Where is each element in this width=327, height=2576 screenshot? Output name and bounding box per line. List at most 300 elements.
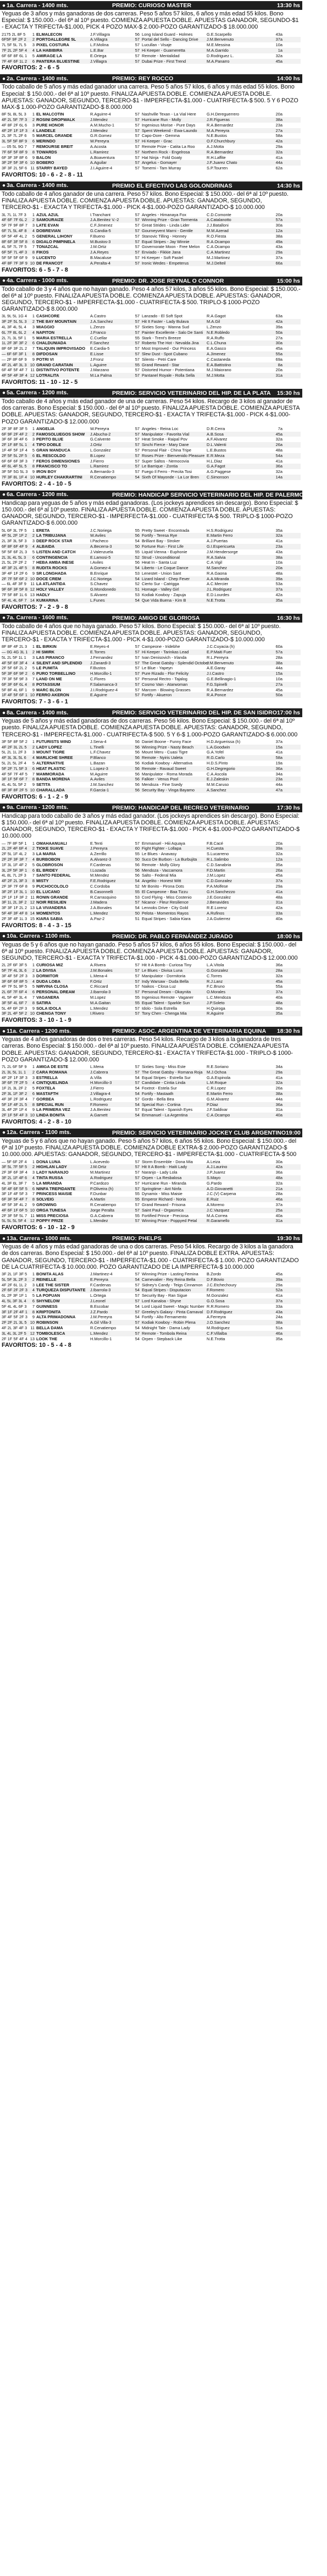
runner-number: 10 xyxy=(30,692,35,698)
trainer-name: J.E.Gonzalez xyxy=(207,894,231,900)
trainer-name: M.Sanchez xyxy=(207,565,227,571)
runner-row xyxy=(2,426,301,432)
runner-form: 5F 4L 4L 6F 7 xyxy=(2,597,27,603)
odds: 35a xyxy=(275,597,282,603)
race-number: 7a. Carrera xyxy=(7,614,37,621)
weight: 52 xyxy=(135,554,140,560)
horse-name: KUMARINA xyxy=(36,597,59,603)
race-conditions: Yeguas de 4 años ganadoras de dos o tres carreras. Peso 54 kilos. Recargo de 3 kilos a la ganadora de tres carreras. Bono Especial: $ 150.000.- del 6ª al 10º puesto. FINALIZA APUESTA DOBLE. COMIENZA APUESTA DOBLE. APUESTAS: GANADOR, SEGUNDO, TERCERO-$1 - EXACTA Y TRIFECTA-$1.000 - TRIPLO-$ 1000-POZO GARANTIZADO-$ 12.000.000 xyxy=(2,1036,293,1063)
horse-name: TIOKE SUAVE xyxy=(36,846,64,851)
horse-name: MARCEL GRANDE xyxy=(36,133,73,139)
runner-row xyxy=(2,1325,301,1331)
pedigree: Capo-Dore - Gemma xyxy=(142,133,180,139)
odds: 37a xyxy=(275,739,282,744)
weight: 57 xyxy=(135,1080,140,1086)
jockey-name: P.Cardozo xyxy=(90,1180,109,1186)
runner-row xyxy=(2,459,301,464)
bullet-icon: ● xyxy=(2,1028,6,1034)
runner-form: 4F 5L 2F 1F 2 xyxy=(2,533,27,538)
odds: 32a xyxy=(275,1180,282,1186)
runner-number: 3 xyxy=(32,851,35,857)
trainer-name: A.J.Puertas xyxy=(207,538,228,544)
weight: 57 xyxy=(135,324,140,329)
trainer-name: C.A.Ocampo xyxy=(207,1113,230,1118)
trainer-name: N.E.Trotta xyxy=(207,597,225,603)
jockey-name: R.Cenatiempo xyxy=(90,474,117,480)
jockey-name: L.Ortega xyxy=(90,1293,106,1298)
horse-name: RUDITA ROCKS xyxy=(36,565,67,571)
runner-form: 9F 6F 3F 5F 8 xyxy=(2,587,27,592)
trainer-name: S.Mayo xyxy=(207,1175,221,1180)
runner-number: 1 xyxy=(32,1271,35,1276)
weight: 57 xyxy=(135,155,140,160)
pedigree: Hit It Faster - Lady Bulava xyxy=(142,319,189,324)
race-distance: 1400 mts. xyxy=(42,75,69,82)
runner-number: 7 xyxy=(32,144,35,149)
weight: 57 xyxy=(135,48,140,53)
runner-number: 8 xyxy=(32,1000,35,1005)
odds: 32a xyxy=(275,1080,282,1086)
trainer-name: P.A.Molfese xyxy=(207,884,228,889)
odds: 43a xyxy=(275,549,282,554)
pedigree: Dubai Prize - First Trend xyxy=(142,58,186,64)
runner-number: 1 xyxy=(32,962,35,968)
weight: 57 xyxy=(135,217,140,223)
runner-row xyxy=(2,873,301,878)
odds: 37a xyxy=(275,1202,282,1207)
runner-number: 3 xyxy=(32,538,35,544)
pedigree: Equal Stripes - Sabia Kiara xyxy=(142,916,191,921)
horse-name: POTRI VI xyxy=(36,356,54,362)
horse-name: MASTAFTH xyxy=(36,1091,59,1096)
odds: 69a xyxy=(275,356,282,362)
runner-number: 1 xyxy=(32,840,35,846)
horse-name: PORTOALLEGRE 5L xyxy=(36,37,76,42)
jockey-name: J.Fierro xyxy=(90,1086,104,1091)
pedigree: Painter Excellente - Salo De Santi xyxy=(142,329,203,335)
trainer-name: J.I.Castro xyxy=(207,671,224,676)
runner-row xyxy=(2,878,301,884)
runner-number: 5 xyxy=(32,233,35,239)
trainer-name: G.O.Sosa xyxy=(207,1298,225,1303)
horse-name: REINELLE xyxy=(36,1276,57,1282)
runner-form: 4L 5L 3F 3L 4 xyxy=(2,1298,26,1303)
pedigree: Dynamix - Miss Maisie xyxy=(142,1191,182,1197)
jockey-name: A.Castro xyxy=(90,313,106,319)
pedigree: Lenestet - Union Sant xyxy=(142,570,181,576)
runner-form: 2F 2F 2L 3L 5 xyxy=(2,1320,27,1325)
pedigree: Pelota - Momentos Rayos xyxy=(142,911,189,916)
pedigree: Hi Keeper - Guarneretta xyxy=(142,48,185,53)
jockey-name: F.E.Rodriguez xyxy=(90,878,116,884)
horse-name: DORMITOR xyxy=(36,973,59,978)
weight: 57 xyxy=(135,133,140,139)
runner-row xyxy=(2,676,301,682)
horse-name: MIAGGIO xyxy=(36,324,54,329)
runner-form: 3L 4F 2F 1F 4 xyxy=(2,1107,27,1113)
trainer-name: G.A.Espinola xyxy=(207,1075,231,1080)
horse-name: DISTINTIVO POTENTE xyxy=(36,367,80,373)
trainer-name: G.M.Alvarez xyxy=(207,1096,229,1102)
race-number: 9a. Carrera xyxy=(7,804,37,811)
horse-name: GORBEA xyxy=(36,1096,54,1102)
race-section xyxy=(0,74,302,180)
runner-number: 2 xyxy=(32,744,35,750)
horse-name: OMAHAANUALI xyxy=(36,840,67,846)
trainer-name: R.L.Pereyra xyxy=(207,654,229,660)
jockey-name: J.A.Reyes xyxy=(90,250,109,255)
horse-name: LA MIRANDA xyxy=(36,1180,62,1186)
runner-form: 2F 1F 5F 4F 3 xyxy=(2,1113,27,1118)
runner-list xyxy=(0,528,302,603)
odds: 36a xyxy=(275,1102,282,1107)
runner-form: 3F 3F 2L 5F 6 xyxy=(2,166,27,171)
runner-row xyxy=(2,362,301,368)
runner-list xyxy=(0,1272,302,1341)
runner-form: 4F 8F 7F 3F 9 xyxy=(2,260,27,266)
runner-number: 7 xyxy=(32,560,35,565)
horse-name: DUDA LOBA xyxy=(36,978,61,984)
odds: 28a xyxy=(275,968,282,973)
bullet-icon: ● xyxy=(2,2,6,9)
jockey-name: G.Calvente xyxy=(90,437,110,442)
trainer-name: M.A.Garrido xyxy=(207,48,229,53)
runner-number: 6 xyxy=(32,1186,35,1191)
runner-row xyxy=(2,1309,301,1315)
horse-name: FOXTELA xyxy=(36,1086,56,1091)
runner-number: 9 xyxy=(32,782,35,788)
runner-number: 10 xyxy=(30,362,35,367)
horse-name: EL MALCOTIN xyxy=(36,112,64,117)
jockey-name: E.Reyes-4 xyxy=(90,644,109,649)
odds: 32a xyxy=(275,53,282,58)
odds: 21a xyxy=(275,1186,282,1191)
pedigree: Ironic Wedes - Empeterus xyxy=(142,260,189,266)
weight: 57 xyxy=(135,1207,140,1213)
favorites: FAVORITOS: 3 - 10 - 1 - 9 xyxy=(2,1017,71,1024)
weight: 57 xyxy=(135,250,140,255)
pedigree: Naikos - Closa Luz xyxy=(142,984,176,989)
runner-number: 5 xyxy=(32,761,35,766)
jockey-name: J.Villagra xyxy=(90,58,107,64)
odds: 34a xyxy=(275,771,282,777)
weight: 56 xyxy=(135,862,140,867)
pedigree: Slew Dust - Spot Cubano xyxy=(142,351,187,356)
pedigree: Foxtrot - Estela Sur xyxy=(142,1086,177,1091)
runner-number: 2 xyxy=(32,1276,35,1282)
weight: 57 xyxy=(135,260,140,266)
pedigree: Marcom - Blowing Grasses xyxy=(142,687,191,692)
trainer-name: A.G.Paggese xyxy=(207,469,231,475)
pedigree: Falkier - Venus Pool xyxy=(142,777,179,782)
odds: 41a xyxy=(275,538,282,544)
weight: 57 xyxy=(135,1005,140,1011)
runner-form: 2L 3F 7L 2F 6 xyxy=(2,133,27,139)
trainer-name: A.Catalanotto xyxy=(207,217,231,223)
weight: 54 xyxy=(135,1102,140,1107)
jockey-name: F.Dunbar xyxy=(90,1191,107,1197)
runner-number: 1 xyxy=(32,31,35,37)
jockey-name: J.C.Noriega xyxy=(90,576,112,581)
runner-row xyxy=(2,346,301,351)
horse-name: HEBA AMBA INESE xyxy=(36,560,74,565)
odds: 19a xyxy=(275,761,282,766)
horse-name: TURQUEZA DISPUTANTE xyxy=(36,1287,86,1293)
runner-row xyxy=(2,475,301,480)
horse-name: DONA LUNA xyxy=(36,1159,61,1164)
runner-number: 14 xyxy=(30,911,35,916)
runner-form: 5L 4F 6F 2F 3 xyxy=(2,1005,27,1011)
jockey-name: J.I.Rodriguez-4 xyxy=(90,687,118,692)
runner-form: 4L 8L 7L 2F 3 xyxy=(2,873,26,878)
pedigree: Hi Keeper - Soft Pastel xyxy=(142,255,184,260)
jockey-name: J.I.Aguirre-4 xyxy=(90,166,113,171)
weight: 57 xyxy=(135,469,140,475)
pedigree: Strud - Unconditional xyxy=(142,554,180,560)
runner-number: 2 xyxy=(32,846,35,851)
jockey-name: J.Fronz xyxy=(90,356,104,362)
runner-form: 7F 4F 6F 1L 2 xyxy=(2,58,27,64)
weight: 55 xyxy=(135,1197,140,1202)
pedigree: Great Strides - Linda Lider xyxy=(142,223,190,228)
pedigree: Remote - Nyiris Ualeta xyxy=(142,755,183,761)
weight: 57 xyxy=(135,351,140,356)
runner-row xyxy=(2,1320,301,1325)
horse-name: MAMMORADA xyxy=(36,771,64,777)
jockey-name: J.Franco xyxy=(90,329,106,335)
race-number-distance: ● 2a. Carrera - 1400 mts. xyxy=(2,75,69,82)
horse-name: TINTA RUSSA xyxy=(36,1175,63,1180)
pedigree: Liquid Vienna - Euphonie xyxy=(142,549,187,554)
runner-row xyxy=(2,448,301,453)
runner-number: 7 xyxy=(32,676,35,682)
race-distance: 1100 mts. xyxy=(45,1129,71,1136)
weight: 56 xyxy=(135,771,140,777)
runner-number: 5 xyxy=(32,984,35,989)
bullet-icon: ● xyxy=(2,278,6,284)
jockey-name: L.Mena xyxy=(90,1064,104,1069)
jockey-name: I.Tranchant xyxy=(90,212,111,217)
odds: 45a xyxy=(275,58,282,64)
weight: 57 xyxy=(135,1218,140,1224)
trainer-name: A.Jimenez xyxy=(207,351,226,356)
race-time: 14:30 hs xyxy=(276,182,300,189)
horse-name: GROWING xyxy=(36,1202,57,1207)
weight: 54 xyxy=(135,905,140,911)
favorites: FAVORITOS: 7 - 2 - 9 - 8 xyxy=(2,603,68,610)
jockey-name: J.M.Bonales xyxy=(90,968,113,973)
favorites: FAVORITOS: 4 - 2 - 8 - 10 xyxy=(2,1118,71,1125)
weight: 57 xyxy=(135,329,140,335)
odds: 29a xyxy=(275,1282,282,1287)
runner-form: 2F 5F 5L 2F 5 xyxy=(2,453,27,458)
runner-number: 4 xyxy=(32,329,35,335)
trainer-name: L.C.Mendoza xyxy=(207,994,231,1000)
pedigree: Fortify - Teresa Rye xyxy=(142,533,178,538)
runner-row xyxy=(2,1181,301,1186)
jockey-name: R.Aguirre-4 xyxy=(90,112,111,117)
trainer-name: D.F.Rodriguez xyxy=(207,1309,232,1314)
pedigree: Indy Warsaw - Duda Bella xyxy=(142,978,189,984)
runner-row xyxy=(2,1202,301,1208)
race-conditions: Todo caballo de 4 años que no haya ganado. Peso 57 kilos. Bono Especial: $ 150.000.- del 6ª al 10º puesto. FINALIZA APUESTA DOBLE. COMIENZA APUESTA DOBLE. APUESTAS: GANADOR, SEGUNDO, TERCERO-$1 - EXACTA Y TRIFECTA-$1.000 - PICK 4-$1.000-POZO GARANTIZADO-$ 10.000.000 xyxy=(2,623,281,643)
jockey-name: B.Escobar xyxy=(90,1303,109,1309)
jockey-name: G.Mondonedo xyxy=(90,587,116,592)
jockey-name: L.F.Molina xyxy=(90,42,109,48)
jockey-name: J.Valenzuela xyxy=(90,549,113,554)
runner-form: 3L 2F 5F 3F 1 xyxy=(2,867,27,873)
weight: 57 xyxy=(135,660,140,665)
jockey-name: L.Lopez-3 xyxy=(90,766,108,771)
race-conditions: Yeguas de 5 y 6 años que no hayan ganado. Peso 5 años 57 kilos, 6 años 55 kilos. Bono Especial: $ 150.000.- del 6ª al 10º puesto. FINALIZA APUESTA DOBLE. COMIENZA DOBLE EXTRA-$ 2.000-POZO GARANTIZADO-$ 10.000.000. APUESTAS: GANADOR, SEGUNDO, TERCERO-$1 - IMPERFECTA-$1.000 - CUATRIFECTA-$ 500 xyxy=(2,1137,297,1158)
trainer-name: A.Moreno xyxy=(207,1202,225,1207)
odds: 29a xyxy=(275,884,282,889)
weight: 55 xyxy=(135,889,140,894)
runner-number: 10 xyxy=(30,260,35,266)
pedigree: Winning Prize - Gran Tormenta xyxy=(142,217,198,223)
trainer-name: M.J.Motta xyxy=(207,373,225,378)
runner-number: 4 xyxy=(32,755,35,761)
runner-form: 7F 2L 2F 5F 4 xyxy=(2,48,27,53)
pedigree: Saint Paul - Orgasmica xyxy=(142,1207,184,1213)
runner-form: 4F 3L 3L 5L 6 xyxy=(2,755,26,761)
runner-form: 8F 8F 4F 2L 3 xyxy=(2,644,27,649)
weight: 57 xyxy=(135,692,140,698)
runner-form: 4F 7F 5L 9F 5 xyxy=(2,984,27,989)
trainer-name: M.J.Delteil xyxy=(207,260,226,266)
trainer-name: C.A.Vigil xyxy=(207,560,223,565)
trainer-name: M.Rodriguez xyxy=(207,1325,230,1330)
weight: 57 xyxy=(135,139,140,144)
horse-name: SILENT AND SPLENDID xyxy=(36,660,82,665)
race-number: 10a. Carrera xyxy=(7,933,40,940)
runner-list xyxy=(0,644,302,698)
runner-form: 6F 3F 6F 6L 4 xyxy=(2,681,27,687)
race-prize: PREMIO: AMIGO DE GLORIOSA xyxy=(112,614,200,621)
trainer-name: J.C.Vazquez xyxy=(207,1207,230,1213)
pedigree: Nicanor - Fleur Resilience xyxy=(142,900,189,905)
jockey-name: A.Rodriguez xyxy=(90,1175,113,1180)
runner-list xyxy=(0,313,302,378)
favorites: FAVORITOS: 7 - 3 - 6 - 1 xyxy=(2,698,68,706)
pedigree: Fortified Prince - Preciosa xyxy=(142,1213,189,1218)
runner-number: 5 xyxy=(32,862,35,867)
pedigree: Northern Rock - Engelrosa xyxy=(142,149,190,155)
horse-name: BURBOBON xyxy=(36,857,60,862)
jockey-name: E.Tenti xyxy=(90,840,103,846)
runner-number: 10 xyxy=(30,1113,35,1118)
race-number-distance: ● 7a. Carrera - 1600 mts. xyxy=(2,614,69,621)
odds: 48a xyxy=(275,570,282,576)
horse-name: FAMOSOLUEGOS SHOW xyxy=(36,431,85,437)
pedigree: Lanzado - El Soft Spot xyxy=(142,313,182,319)
horse-name: NAPITON xyxy=(36,329,55,335)
pedigree: Fight Fighter - Lollapa xyxy=(142,846,181,851)
race-section xyxy=(0,1129,309,1233)
runner-form: 2F 3L 1F 3F 2 xyxy=(2,1091,27,1096)
runner-row xyxy=(2,319,301,324)
odds: 29a xyxy=(275,1069,282,1075)
jockey-name: J.Cabrera xyxy=(90,1069,108,1075)
weight: 54 xyxy=(135,474,140,480)
jockey-name: W.Aviles xyxy=(90,533,106,538)
runner-list xyxy=(0,212,302,266)
horse-name: FRANCISCO TO xyxy=(36,464,68,469)
race-prize: PREMIO: DR. PABLO FERNÁNDEZ JURADO xyxy=(112,933,233,940)
odds: 57a xyxy=(275,649,282,655)
jockey-name: E.Lisse xyxy=(90,351,104,356)
horse-name: GRAND CARATAIN xyxy=(36,362,73,367)
pedigree: Super Saltos - Nemocovia xyxy=(142,458,189,464)
trainer-name: D.L.Valenti xyxy=(207,442,226,448)
runner-number: 6 xyxy=(32,554,35,560)
runner-number: 3 xyxy=(32,42,35,48)
runner-row xyxy=(2,538,301,544)
runner-form: 3F 1L 2L 3F 2 xyxy=(2,900,27,905)
runner-row xyxy=(2,895,301,900)
weight: 54 xyxy=(135,1314,140,1320)
horse-name: PIXEL COSTURA xyxy=(36,42,69,48)
horse-name: ELMALECON xyxy=(36,31,62,37)
odds: 27a xyxy=(275,128,282,133)
jockey-name: W.Pereyra xyxy=(90,139,109,144)
horse-name: LOOK THE xyxy=(36,1336,58,1341)
favorites: FAVORITOS: 8 - 4 - 3 - 15 xyxy=(2,922,71,929)
runner-form: 3F 2F 5L 5L 3 xyxy=(2,319,27,324)
trainer-name: S.P.Tourren xyxy=(207,166,228,171)
jockey-name: A.Peralta-4 xyxy=(90,260,110,266)
odds: 30a xyxy=(275,1159,282,1164)
horse-name: LAND ON ME xyxy=(36,676,62,682)
pedigree: Most Improved - Our Princess xyxy=(142,346,196,351)
trainer-name: G.H.Dereguerrero xyxy=(207,112,240,117)
favorites: FAVORITOS: 6 - 10 - 12 - 9 xyxy=(2,1224,75,1231)
trainer-name: R.E.Lorenz xyxy=(207,905,227,911)
runner-number: 1 xyxy=(32,644,35,649)
runner-number: 6 xyxy=(32,1091,35,1096)
weight: 54 xyxy=(135,1113,140,1118)
runner-row xyxy=(2,750,301,755)
runner-row xyxy=(2,649,301,655)
runner-row xyxy=(2,851,301,857)
odds: 15a xyxy=(275,744,282,750)
pedigree: Hi Keeper - Grac xyxy=(142,139,173,144)
runner-row xyxy=(2,37,301,42)
runner-number: 8 xyxy=(32,565,35,571)
odds: 33a xyxy=(275,1303,282,1309)
horse-name: PURE HONOR xyxy=(36,122,64,128)
odds: 53a xyxy=(275,581,282,587)
trainer-name: R.E.Soriano xyxy=(207,1064,229,1069)
pedigree: Nashville Texan - La Vial Here xyxy=(142,112,196,117)
weight: 56 xyxy=(135,739,140,744)
race-header xyxy=(0,181,302,190)
runner-row xyxy=(2,565,301,571)
jockey-name: J.Z.Pardo xyxy=(90,1309,108,1314)
weight: 57 xyxy=(135,1064,140,1069)
jockey-name: C.Riccard xyxy=(90,984,108,989)
pedigree: Kodiak Kowboy - Robin Plena xyxy=(142,1320,196,1325)
horse-name: EL LUCANO xyxy=(36,889,60,894)
runner-row xyxy=(2,984,301,989)
jockey-name: G.R.Gomez xyxy=(90,133,112,139)
race-prize: PREMIO: DR. JOSE REYNAL O CONNOR xyxy=(112,277,224,284)
jockey-name: H.Morcillo-1 xyxy=(90,671,112,676)
runner-row xyxy=(2,660,301,666)
runner-row xyxy=(2,166,301,171)
runner-form: 4L 5F 4F 3L 4 xyxy=(2,994,27,1000)
runner-row xyxy=(2,250,301,255)
